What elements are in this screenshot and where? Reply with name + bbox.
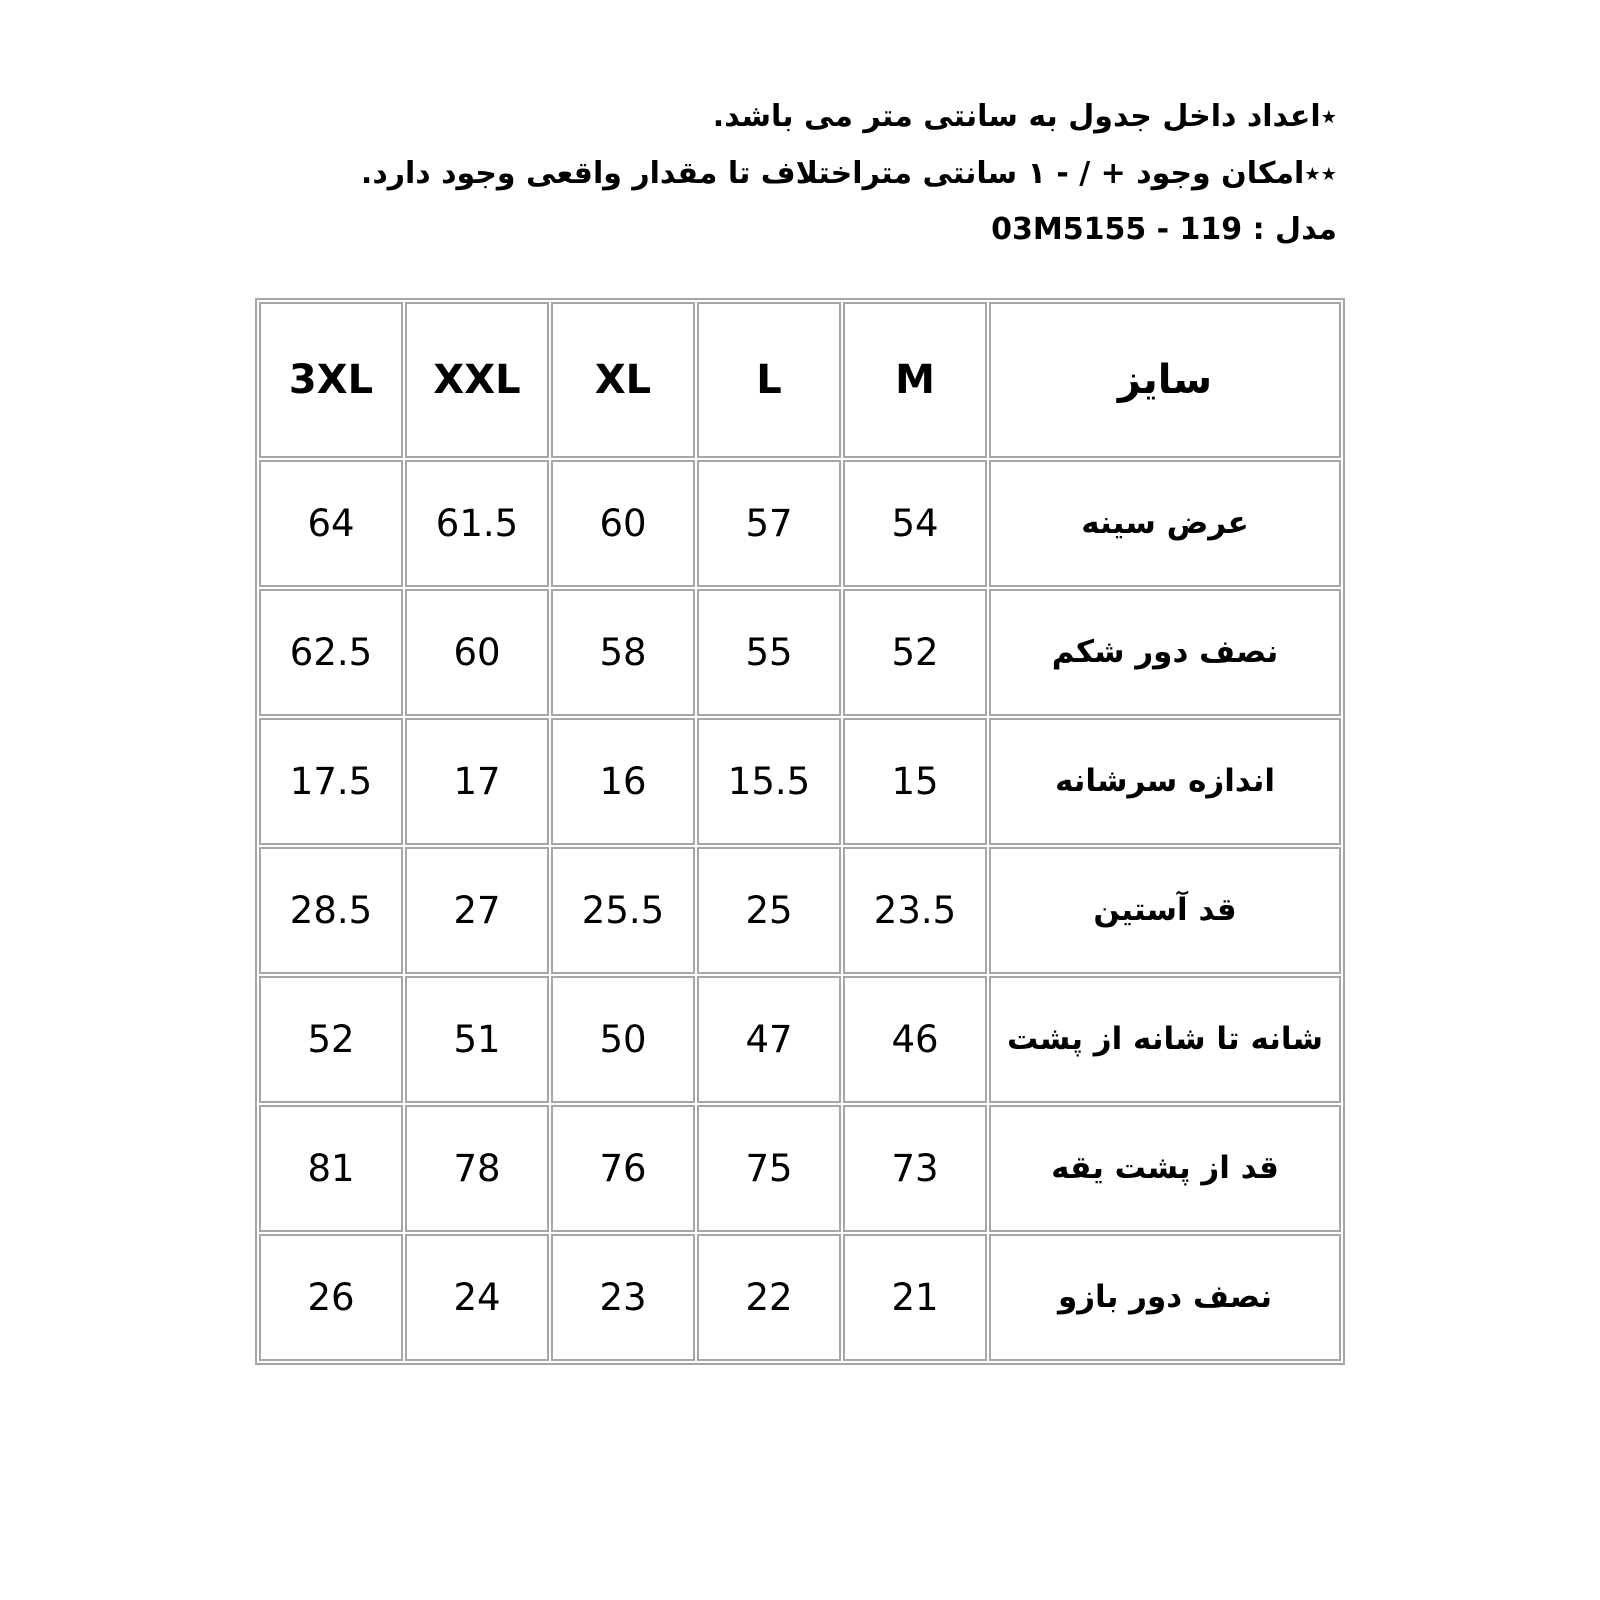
table-row xyxy=(259,460,1341,587)
measurement-value: 52 xyxy=(843,589,987,716)
measurement-value: 23 xyxy=(551,1234,695,1361)
measurement-label: اندازه سرشانه xyxy=(989,718,1341,845)
notes-block xyxy=(255,96,1345,252)
measurement-value: 17.5 xyxy=(259,718,403,845)
size-chart-table xyxy=(255,298,1345,1365)
measurement-value: 21 xyxy=(843,1234,987,1361)
corner-header-size: سایز xyxy=(989,302,1341,458)
measurement-label: نصف دور شکم xyxy=(989,589,1341,716)
model-number: مدل : 03M5155 - 119 xyxy=(991,212,1337,248)
measurement-value: 73 xyxy=(843,1105,987,1232)
measurement-value: 81 xyxy=(259,1105,403,1232)
measurement-value: 61.5 xyxy=(405,460,549,587)
size-chart-container xyxy=(255,298,1345,1365)
measurement-label: شانه تا شانه از پشت xyxy=(989,976,1341,1103)
size-column-header: XL xyxy=(551,302,695,458)
table-row xyxy=(259,589,1341,716)
measurement-value: 60 xyxy=(551,460,695,587)
tolerance-note: ٭٭امکان وجود + / - ۱ سانتی متراختلاف تا مقدار واقعی وجود دارد. xyxy=(360,155,1337,191)
measurement-value: 62.5 xyxy=(259,589,403,716)
measurement-value: 58 xyxy=(551,589,695,716)
measurement-value: 76 xyxy=(551,1105,695,1232)
page xyxy=(255,0,1345,1365)
table-row xyxy=(259,1105,1341,1232)
measurement-value: 52 xyxy=(259,976,403,1103)
table-row xyxy=(259,847,1341,974)
size-column-header: 3XL xyxy=(259,302,403,458)
table-row xyxy=(259,1234,1341,1361)
measurement-label: عرض سینه xyxy=(989,460,1341,587)
measurement-label: قد از پشت یقه xyxy=(989,1105,1341,1232)
measurement-value: 78 xyxy=(405,1105,549,1232)
table-row xyxy=(259,718,1341,845)
measurement-value: 26 xyxy=(259,1234,403,1361)
measurement-value: 27 xyxy=(405,847,549,974)
measurement-value: 57 xyxy=(697,460,841,587)
measurement-value: 15 xyxy=(843,718,987,845)
measurement-value: 60 xyxy=(405,589,549,716)
measurement-value: 17 xyxy=(405,718,549,845)
size-chart-body xyxy=(259,460,1341,1361)
size-column-header: L xyxy=(697,302,841,458)
measurement-value: 47 xyxy=(697,976,841,1103)
measurement-value: 25.5 xyxy=(551,847,695,974)
measurement-value: 75 xyxy=(697,1105,841,1232)
measurement-value: 54 xyxy=(843,460,987,587)
measurement-label: نصف دور بازو xyxy=(989,1234,1341,1361)
measurement-value: 55 xyxy=(697,589,841,716)
size-chart-header xyxy=(259,302,1341,458)
size-column-header: XXL xyxy=(405,302,549,458)
header-row xyxy=(259,302,1341,458)
measurement-value: 16 xyxy=(551,718,695,845)
measurement-value: 28.5 xyxy=(259,847,403,974)
measurement-value: 64 xyxy=(259,460,403,587)
measurement-value: 50 xyxy=(551,976,695,1103)
measurement-value: 22 xyxy=(697,1234,841,1361)
size-column-header: M xyxy=(843,302,987,458)
measurement-value: 46 xyxy=(843,976,987,1103)
units-note: ٭اعداد داخل جدول به سانتی متر می باشد. xyxy=(712,99,1337,134)
measurement-value: 25 xyxy=(697,847,841,974)
measurement-value: 51 xyxy=(405,976,549,1103)
measurement-value: 15.5 xyxy=(697,718,841,845)
table-row xyxy=(259,976,1341,1103)
measurement-value: 23.5 xyxy=(843,847,987,974)
measurement-value: 24 xyxy=(405,1234,549,1361)
measurement-label: قد آستین xyxy=(989,847,1341,974)
